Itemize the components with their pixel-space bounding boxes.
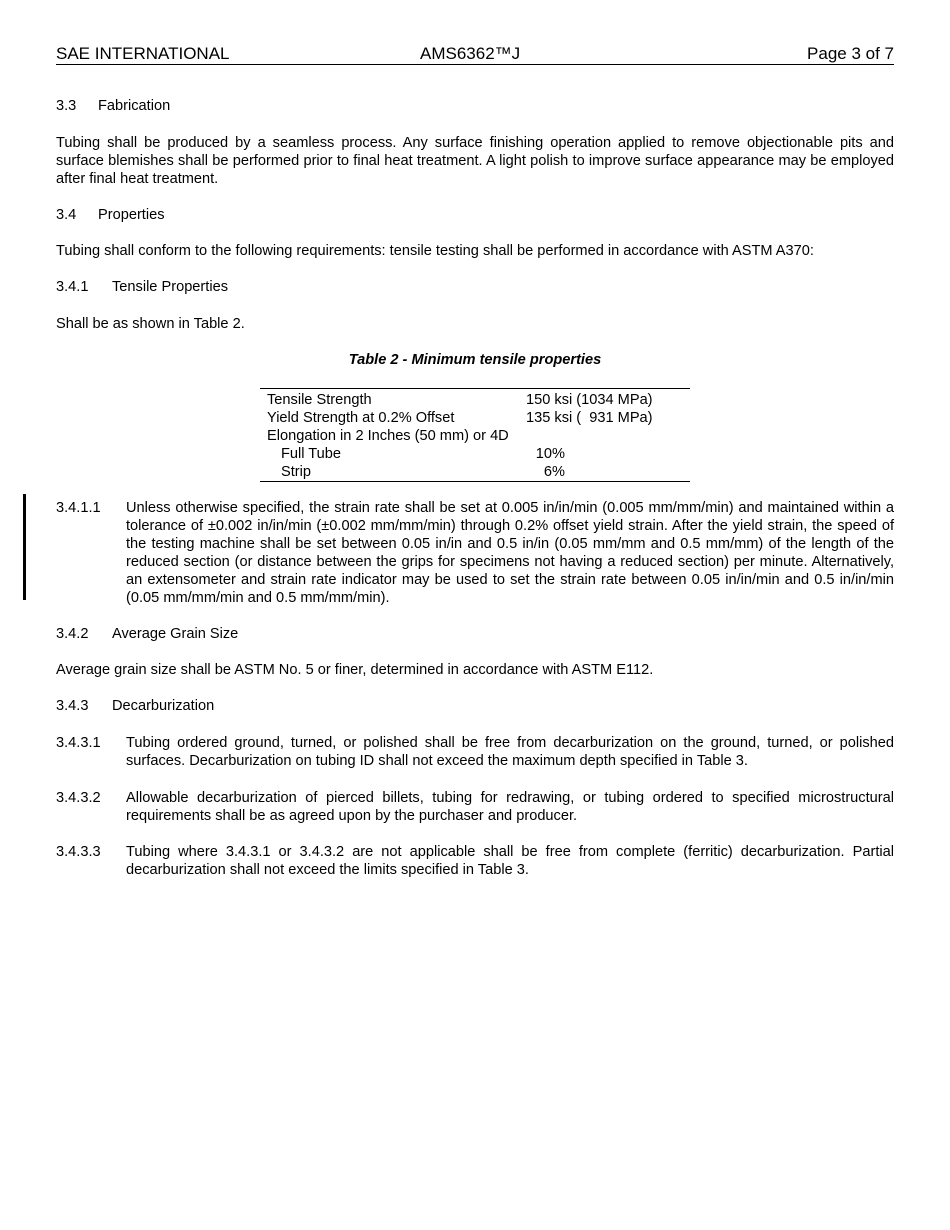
header-org: SAE INTERNATIONAL: [56, 44, 230, 63]
section-text: Allowable decarburization of pierced billets, tubing for redrawing, or tubing ordered to specified microstructural requirements shall be as agreed upon by the purchaser and producer.: [126, 790, 894, 824]
page-header: [56, 44, 894, 65]
section-text: Unless otherwise specified, the strain rate shall be set at 0.005 in/in/min (0.005 mm/mm/min) and maintained within a tolerance of ±0.002 in/in/min (±0.002 mm/mm/min) through 0.2% offset yield strain. After the yield strain, the speed of the testing machine shall be set between 0.05 in/in and 0.5 in/in (0.05 mm/mm and 0.5 mm/mm) of the length of the reduced section (or distance between the grips for specimens not having a reduced section) per minute. Alternatively, an extensometer and strain rate indicator may be used to set the strain rate between 0.05 in/in/min and 0.5 in/in/min (0.05 mm/mm/min and 0.5 mm/mm/min).: [126, 500, 894, 606]
section-3-4-heading: [56, 206, 894, 224]
section-3-4-3-heading: [56, 697, 894, 715]
section-3-4-1-heading: [56, 278, 894, 296]
table-row: [260, 445, 690, 463]
section-title: Decarburization: [112, 698, 215, 714]
section-number: 3.4.3.1: [56, 735, 101, 751]
section-3-3-text: Tubing shall be produced by a seamless process. Any surface finishing operation applied to remove objectionable pits and surface blemishes shall be performed prior to final heat treatment. A light polish to improve surface appearance may be employed after final heat treatment.: [56, 135, 894, 187]
row-label: Tensile Strength: [267, 392, 372, 408]
row-label: Elongation in 2 Inches (50 mm) or 4D: [267, 428, 509, 444]
header-doc-number: AMS6362™J: [420, 44, 521, 63]
section-number: 3.3: [56, 98, 77, 114]
section-text: Tubing where 3.4.3.1 or 3.4.3.2 are not applicable shall be free from complete (ferritic) decarburization. Partial decarburization shall not exceed the limits specified in Table 3.: [126, 844, 894, 878]
table-2: [260, 388, 690, 482]
section-3-4-3-2: [56, 789, 894, 825]
row-label: Full Tube: [281, 446, 342, 462]
header-page-number: Page 3 of 7: [807, 44, 894, 63]
table-row: [260, 427, 690, 445]
row-value: 10%: [535, 446, 565, 462]
revision-change-bar: [23, 494, 26, 600]
section-3-3-heading: [56, 97, 894, 115]
section-title: Tensile Properties: [112, 279, 228, 295]
section-number: 3.4.1.1: [56, 500, 101, 516]
section-number: 3.4: [56, 207, 77, 223]
section-title: Properties: [98, 207, 165, 223]
section-3-4-1-1: [56, 499, 894, 607]
section-3-4-2-text: Average grain size shall be ASTM No. 5 or finer, determined in accordance with ASTM E112.: [56, 662, 654, 678]
section-3-4-3-1: [56, 734, 894, 770]
row-value: 135 ksi ( 931 MPa): [526, 410, 653, 426]
section-3-4-1-text: Shall be as shown in Table 2.: [56, 316, 245, 332]
section-3-4-2-heading: [56, 625, 894, 643]
table-row: [260, 463, 690, 481]
section-number: 3.4.3.2: [56, 790, 101, 806]
row-label: Strip: [281, 464, 312, 480]
section-number: 3.4.3.3: [56, 844, 101, 860]
row-label: Yield Strength at 0.2% Offset: [267, 410, 455, 426]
document-page: [56, 44, 894, 878]
row-value: 6%: [543, 464, 565, 480]
row-value: 150 ksi (1034 MPa): [526, 392, 653, 408]
section-number: 3.4.1: [56, 279, 89, 295]
section-3-4-3-3: [56, 843, 894, 879]
section-text: Tubing ordered ground, turned, or polished shall be free from decarburization on the ground, turned, or polished surfaces. Decarburization on tubing ID shall not exceed the maximum depth specified in Table 3.: [126, 735, 894, 769]
section-3-4-text: Tubing shall conform to the following requirements: tensile testing shall be performed in accordance with ASTM A370:: [56, 243, 814, 259]
section-title: Average Grain Size: [112, 626, 239, 642]
section-title: Fabrication: [98, 98, 171, 114]
table-row: [260, 391, 690, 409]
table-row: [260, 409, 690, 427]
section-number: 3.4.3: [56, 698, 89, 714]
table-2-caption: Table 2 - Minimum tensile properties: [348, 352, 602, 368]
section-number: 3.4.2: [56, 626, 89, 642]
